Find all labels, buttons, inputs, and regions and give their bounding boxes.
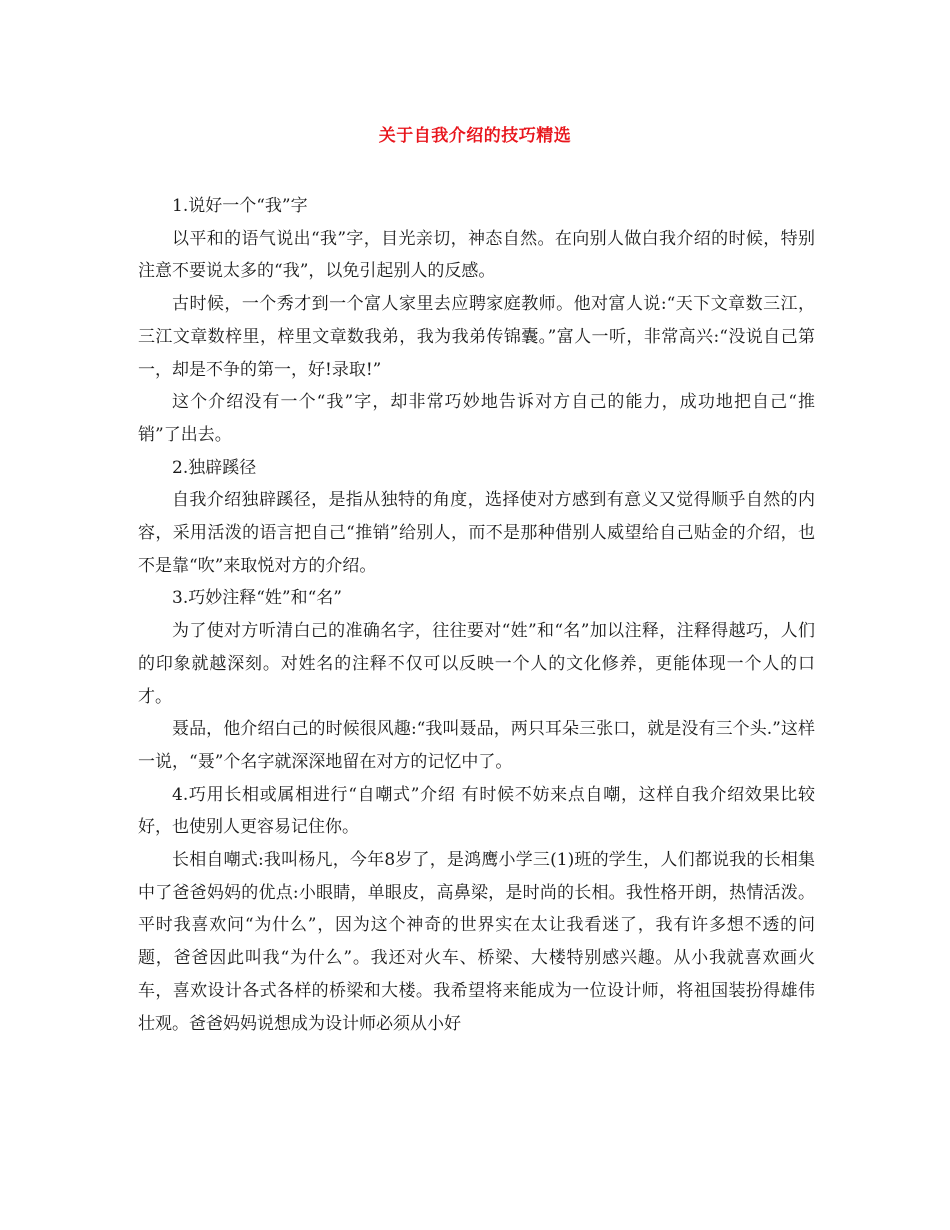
paragraph: 长相自嘲式:我叫杨凡，今年8岁了，是鸿鹰小学三(1)班的学生，人们都说我的长相集中了爸爸妈妈的优点:小眼睛，单眼皮，高鼻梁，是时尚的长相。我性格开朗，热情活泼。平时我喜欢问“为什么”，因为这个神奇的世界实在太让我看迷了，我有许多想不透的问题，爸爸因此叫我“为什么”。我还对火车、桥梁、大楼特别感兴趣。从小我就喜欢画火车，喜欢设计各式各样的桥梁和大楼。我希望将来能成为一位设计师，将祖国装扮得雄伟壮观。爸爸妈妈说想成为设计师必须从小好 [138, 850, 815, 1034]
paragraph: 聂品，他介绍白己的时候很风趣:“我叫聂品，两只耳朵三张口，就是没有三个头.”这样一说，“聂”个名字就深深地留在对方的记忆中了。 [138, 719, 815, 772]
document-title: 关于自我介绍的技巧精选 [378, 126, 572, 146]
paragraph: 为了使对方听清白己的准确名字，往往要对“姓”和“名”加以注释，注释得越巧，人们的印象就越深刻。对姓名的注释不仅可以反映一个人的文化修养，更能体现一个人的口才。 [138, 621, 815, 707]
paragraph: 这个介绍没有一个“我”字，却非常巧妙地告诉对方自己的能力，成功地把自己“推销”了出去。 [138, 392, 815, 445]
paragraph: 自我介绍独辟蹊径，是指从独特的角度，选择使对方感到有意义又觉得顺乎自然的内容，采用活泼的语言把自己“推销”给别人，而不是那种借别人威望给自己贴金的介绍，也不是靠“吹”来取悦对方的介绍。 [138, 490, 815, 576]
paragraph: 古时候，一个秀才到一个富人家里去应聘家庭教师。他对富人说:“天下文章数三江，三江文章数梓里，梓里文章数我弟，我为我弟传锦囊。”富人一听，非常高兴:“没说自己第一，却是不争的第一，好!录取!” [138, 294, 815, 380]
section-heading-3: 3.巧妙注释“姓”和“名” [172, 588, 342, 609]
section-heading-1: 1.说好一个“我”字 [172, 196, 308, 216]
section-heading-2: 2.独辟蹊径 [172, 457, 257, 478]
document-body [138, 190, 815, 1040]
paragraph: 以平和的语气说出“我”字，目光亲切，神态自然。在向别人做白我介绍的时候，特别注意不要说太多的“我”，以免引起别人的反感。 [138, 228, 815, 282]
section-heading-4: 4.巧用长相或属相进行“自嘲式”介绍 有时候不妨来点自嘲，这样自我介绍效果比较好，也使别人更容易记住你。 [138, 784, 815, 838]
